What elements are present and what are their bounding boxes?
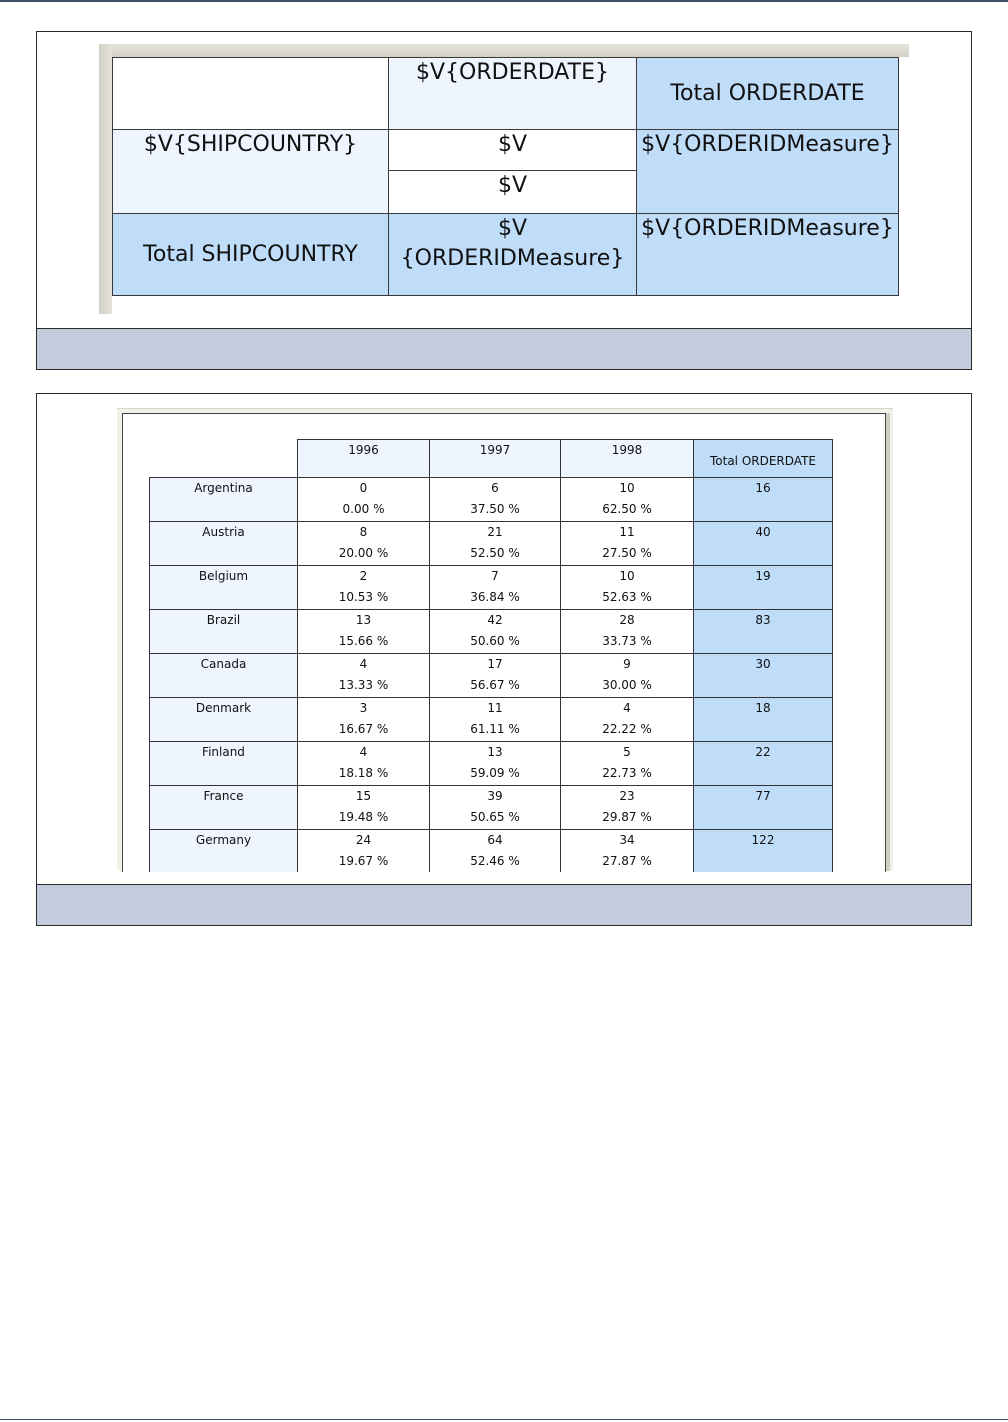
measure-cell xyxy=(298,830,430,873)
order-percentage: 56.67 % xyxy=(470,678,520,692)
report-preview-figure xyxy=(36,393,972,926)
order-count: 11 xyxy=(487,701,503,715)
row-total-cell: 16 xyxy=(694,478,833,522)
measure-cell xyxy=(298,478,430,522)
order-count: 64 xyxy=(487,833,503,847)
order-percentage: 29.87 % xyxy=(602,810,652,824)
figure-caption-bar xyxy=(37,884,971,925)
page-bottom-rule xyxy=(0,1419,1008,1420)
row-header-country: Finland xyxy=(150,742,298,786)
order-percentage: 52.46 % xyxy=(470,854,520,868)
preview-page xyxy=(122,413,886,872)
row-total-measure-cell[interactable]: $V{ORDERIDMeasure} xyxy=(637,130,899,214)
order-percentage: 27.50 % xyxy=(602,546,652,560)
column-header-1997: 1997 xyxy=(430,440,561,478)
order-count: 9 xyxy=(623,657,631,671)
page-shadow xyxy=(886,413,890,871)
order-count: 0 xyxy=(359,481,368,495)
table-row xyxy=(150,610,833,654)
order-count: 2 xyxy=(359,569,368,583)
measure-cell xyxy=(561,566,694,610)
order-percentage: 50.65 % xyxy=(470,810,520,824)
order-percentage: 33.73 % xyxy=(602,634,652,648)
order-percentage: 20.00 % xyxy=(338,546,389,560)
row-total-cell: 22 xyxy=(694,742,833,786)
order-count: 11 xyxy=(619,525,635,539)
measure-cell xyxy=(298,522,430,566)
row-total-cell: 18 xyxy=(694,698,833,742)
row-total-header[interactable]: Total SHIPCOUNTRY xyxy=(113,214,389,296)
measure-cell xyxy=(298,566,430,610)
order-percentage: 16.67 % xyxy=(338,722,389,736)
order-count: 13 xyxy=(355,613,372,627)
table-row xyxy=(150,478,833,522)
order-count: 23 xyxy=(619,789,635,803)
row-header-country: Argentina xyxy=(150,478,298,522)
order-count: 28 xyxy=(619,613,635,627)
order-percentage: 18.18 % xyxy=(338,766,389,780)
order-percentage: 62.50 % xyxy=(602,502,652,516)
measure-cell xyxy=(298,610,430,654)
row-total-cell: 40 xyxy=(694,522,833,566)
row-total-cell: 19 xyxy=(694,566,833,610)
measure-cell xyxy=(561,654,694,698)
column-header-1996: 1996 xyxy=(298,440,430,478)
measure-cell xyxy=(298,786,430,830)
row-total-cell: 122 xyxy=(694,830,833,873)
preview-viewport xyxy=(117,408,893,871)
order-count: 10 xyxy=(619,569,635,583)
order-count: 6 xyxy=(491,481,499,495)
order-percentage: 36.84 % xyxy=(470,590,520,604)
grand-total-measure-cell[interactable]: $V{ORDERIDMeasure} xyxy=(637,214,899,296)
order-count: 4 xyxy=(359,657,368,671)
table-row xyxy=(150,742,833,786)
order-percentage: 15.66 % xyxy=(338,634,389,648)
table-row xyxy=(150,698,833,742)
figure-caption-bar xyxy=(37,328,971,369)
measure-cell xyxy=(298,698,430,742)
crosstab-corner-cell[interactable] xyxy=(113,58,389,130)
measure-cell xyxy=(430,478,561,522)
measure-cell-2[interactable]: $V xyxy=(389,171,637,214)
measure-cell xyxy=(561,610,694,654)
table-row xyxy=(150,786,833,830)
measure-cell xyxy=(561,478,694,522)
measure-cell xyxy=(561,522,694,566)
row-header-country: France xyxy=(150,786,298,830)
order-percentage: 13.33 % xyxy=(338,678,389,692)
order-count: 5 xyxy=(623,745,631,759)
crosstab-design-table xyxy=(112,57,899,296)
row-total-cell: 30 xyxy=(694,654,833,698)
order-percentage: 61.11 % xyxy=(470,722,520,736)
row-group-header[interactable]: $V{SHIPCOUNTRY} xyxy=(113,130,389,214)
row-header-country: Belgium xyxy=(150,566,298,610)
order-count: 13 xyxy=(487,745,503,759)
measure-cell xyxy=(430,654,561,698)
measure-cell xyxy=(430,698,561,742)
order-percentage: 19.48 % xyxy=(338,810,389,824)
order-count: 21 xyxy=(487,525,503,539)
measure-cell xyxy=(430,786,561,830)
order-count: 24 xyxy=(355,833,372,847)
measure-cell xyxy=(430,566,561,610)
measure-cell xyxy=(430,610,561,654)
row-header-country: Brazil xyxy=(150,610,298,654)
table-row xyxy=(150,566,833,610)
order-count: 15 xyxy=(355,789,372,803)
order-percentage: 19.67 % xyxy=(338,854,389,868)
crosstab-design-figure xyxy=(36,31,972,370)
row-header-country: Austria xyxy=(150,522,298,566)
table-row xyxy=(150,830,833,873)
design-canvas xyxy=(99,44,909,314)
measure-cell xyxy=(561,742,694,786)
measure-cell xyxy=(561,830,694,873)
order-count: 17 xyxy=(487,657,503,671)
column-total-measure-line2: {ORDERIDMeasure} xyxy=(400,246,625,271)
table-row xyxy=(150,522,833,566)
row-total-cell: 83 xyxy=(694,610,833,654)
design-ruler-top xyxy=(99,44,909,57)
row-header-country: Denmark xyxy=(150,698,298,742)
order-percentage: 59.09 % xyxy=(470,766,520,780)
design-ruler-left xyxy=(99,44,112,314)
measure-cell xyxy=(298,654,430,698)
table-row xyxy=(150,654,833,698)
column-header-total: Total ORDERDATE xyxy=(694,440,833,478)
order-count: 42 xyxy=(487,613,503,627)
row-total-cell: 77 xyxy=(694,786,833,830)
measure-cell xyxy=(298,742,430,786)
order-percentage: 10.53 % xyxy=(338,590,389,604)
measure-cell xyxy=(430,742,561,786)
measure-cell-1[interactable]: $V xyxy=(389,130,637,171)
order-count: 4 xyxy=(359,745,368,759)
order-count: 8 xyxy=(359,525,368,539)
order-percentage: 50.60 % xyxy=(470,634,520,648)
row-header-country: Canada xyxy=(150,654,298,698)
column-total-measure-line1: $V xyxy=(497,216,528,241)
order-percentage: 22.73 % xyxy=(602,766,652,780)
order-percentage: 37.50 % xyxy=(470,502,520,516)
page-top-rule xyxy=(0,0,1008,2)
row-header-country: Germany xyxy=(150,830,298,873)
measure-cell xyxy=(430,830,561,873)
order-percentage: 22.22 % xyxy=(602,722,652,736)
measure-cell xyxy=(561,786,694,830)
measure-cell xyxy=(430,522,561,566)
column-total-header[interactable]: Total ORDERDATE xyxy=(637,58,899,130)
order-count: 39 xyxy=(487,789,503,803)
order-count: 4 xyxy=(623,701,631,715)
order-count: 10 xyxy=(619,481,635,495)
measure-cell xyxy=(561,698,694,742)
column-group-header[interactable]: $V{ORDERDATE} xyxy=(389,58,637,130)
order-percentage: 0.00 % xyxy=(342,502,385,516)
order-count: 34 xyxy=(619,833,635,847)
crosstab-report-table xyxy=(149,439,833,872)
column-total-measure-cell[interactable] xyxy=(389,214,637,296)
order-percentage: 27.87 % xyxy=(602,854,652,868)
order-percentage: 30.00 % xyxy=(602,678,652,692)
report-corner xyxy=(150,440,298,478)
order-percentage: 52.63 % xyxy=(602,590,652,604)
order-percentage: 52.50 % xyxy=(470,546,520,560)
order-count: 3 xyxy=(359,701,368,715)
column-header-1998: 1998 xyxy=(561,440,694,478)
order-count: 7 xyxy=(491,569,499,583)
